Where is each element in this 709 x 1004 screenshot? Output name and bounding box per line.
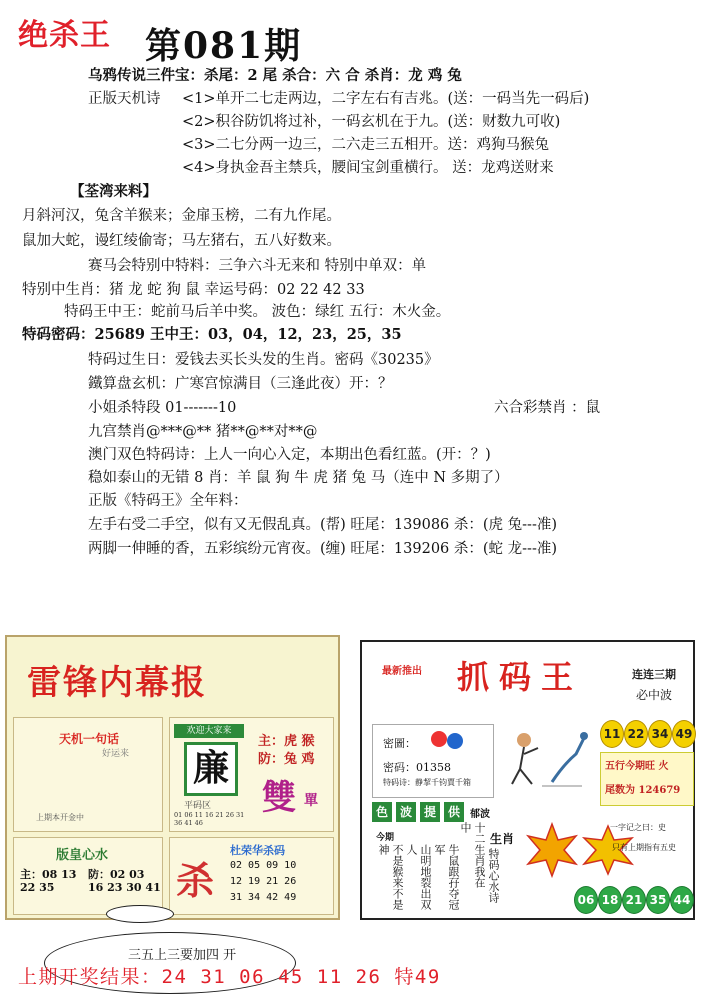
banhuang-box (13, 837, 163, 915)
top-ball-1: 11 (600, 720, 624, 748)
blue-ball-icon (447, 733, 463, 749)
tianji-sub: 好运来 (102, 749, 130, 759)
bottom-ball-3: 21 (622, 886, 646, 914)
line-15b: 六合彩禁肖 ：鼠 (494, 400, 601, 416)
wuxing-box (600, 752, 694, 806)
line-16: 九宫禁肖@***@** 猪**@**对**@ (88, 424, 318, 440)
ping-nums: 01 06 11 16 21 26 31 36 41 46 (174, 811, 245, 827)
small-cloud (106, 905, 174, 923)
red-ball-icon (431, 731, 447, 747)
line-9: 赛马会特别中特料：三争六斗无来和 特别中单双：单 (88, 258, 427, 274)
figure-illustration-icon (502, 724, 592, 796)
durong-row-3: 31 34 42 49 (230, 892, 297, 903)
line-5: <4>身执金吾主禁兵，腰间宝剑重横行。 送：龙鸡送财来 (182, 160, 554, 176)
bottom-ball-5: 44 (670, 886, 694, 914)
line-12: 特码密码：25689 王中王：03，04，12，23，25，35 (22, 326, 402, 343)
issue-number: 第081期 (145, 25, 303, 67)
mima-label: 密码：01358 (383, 761, 451, 774)
bottom-ball-2: 18 (598, 886, 622, 914)
jianzi-box (169, 717, 334, 832)
bizhong-label: 必中波 (636, 688, 673, 702)
yizi-text: 一字记之曰：史 (610, 823, 666, 832)
tema-xinshui-label: 特码心水诗 (487, 848, 500, 903)
small-note: 上期本开金中 (36, 813, 84, 822)
vert-poem-2: 山明地裂出双人 (405, 844, 432, 910)
line-17: 澳门双色特码诗：上人一向心入定，本期出色看红蓝。(开：？) (88, 447, 491, 463)
line-1: 乌鸦传说三件宝：杀尾：2 尾 杀合：六 合 杀肖：龙 鸡 兔 (88, 67, 462, 84)
yiyi-text: 只有上期指有五史 (612, 843, 676, 852)
bose-tiles (372, 802, 502, 822)
line-8: 鼠加大蛇，谩红绫偷寄；马左猪右，五八好数来。 (22, 233, 341, 249)
leifeng-title: 雷锋内幕报 (27, 663, 207, 703)
top-ball-4: 49 (672, 720, 696, 748)
line-18: 稳如泰山的无错 8 肖：羊 鼠 狗 牛 虎 猪 兔 马（连中 N 多期了） (88, 470, 509, 486)
zhuama-title: 抓码王 (457, 658, 584, 696)
durong-row-2: 12 19 21 26 (230, 876, 297, 887)
leifeng-panel (5, 635, 340, 920)
line-2a: 正版天机诗 (88, 91, 161, 107)
tianji-box (13, 717, 163, 832)
bose-tile-3: 提 (420, 802, 440, 822)
bose-tile-4: 供 (444, 802, 464, 822)
bottom-ball-4: 35 (646, 886, 670, 914)
durong-title: 杜荣华杀码 (230, 844, 285, 857)
line-4: <3>二七分两一边三，二六走三五相开。送：鸡狗马猴兔 (182, 137, 550, 153)
fang-numbers: 防：02 03 16 23 30 41 (88, 868, 161, 894)
cloud-text: 三五上三要加四 开 (128, 948, 237, 963)
mima-box (372, 724, 494, 798)
durong-row-1: 02 05 09 10 (230, 860, 297, 871)
bose-tile-1: 色 (372, 802, 392, 822)
illustration (502, 724, 592, 796)
line-11: 特码王中王：蛇前马后羊中奖。 波色：绿红 五行：木火金。 (64, 304, 451, 320)
line-10: 特别中生肖：猪 龙 蛇 狗 鼠 幸运号码：02 22 42 33 (22, 282, 365, 298)
latest-label: 最新推出 (382, 666, 422, 677)
vert-poem-3: 牛鼠跟孖夺冠军 (433, 844, 460, 910)
sha-char: 杀 (176, 858, 215, 903)
zhu-zodiac: 主：虎 猴 (258, 734, 315, 749)
top-ball-3: 34 (648, 720, 672, 748)
top-ball-2: 22 (624, 720, 648, 748)
shengxiao-label: 生肖 (490, 832, 515, 846)
shuang-char: 雙 (262, 778, 296, 818)
bottom-ball-1: 06 (574, 886, 598, 914)
ping-label: 平码区 (184, 801, 212, 811)
fang-zodiac: 防：兔 鸡 (258, 752, 315, 767)
zhu-numbers: 主：08 13 22 35 (20, 868, 77, 894)
last-result: 上期开奖结果：24 31 06 45 11 26 特49 (18, 966, 441, 988)
line-20: 左手右受二手空，似有又无假乱真。(帮) 旺尾：139086 杀：(虎 兔---准) (88, 517, 558, 533)
mitu-label: 密圖： (383, 737, 416, 750)
zhuama-panel (360, 640, 695, 920)
durong-box (169, 837, 334, 915)
line-19: 正版《特码王》全年料： (88, 493, 248, 509)
line-3: <2>积谷防饥将过补，一码玄机在于九。(送：财数九可收) (182, 114, 561, 130)
jianzi-label: 欢迎大家来 (174, 724, 244, 738)
line-7: 月斜河汉，兔含羊猴来；金扉玉榜，二有九作尾。 (22, 208, 341, 224)
lianzhong-label: 连连三期 (632, 668, 676, 681)
wuxing-text: 五行今期旺 火 (605, 761, 669, 772)
line-21: 两脚一伸睡的香，五彩缤纷元宵夜。(缠) 旺尾：139206 杀：(蛇 龙---准) (88, 541, 558, 557)
jianzi-char: 廉 (184, 742, 238, 796)
vert-poem-4: 十二生肖我在中 (459, 822, 486, 888)
line-15a: 小姐杀特段 01-------10 (88, 400, 237, 416)
bose-extra: 郁波 (470, 809, 490, 820)
line-6: 【荃湾来料】 (70, 183, 157, 200)
bose-tile-2: 波 (396, 802, 416, 822)
line-13: 特码过生日：爱钱去买长头发的生肖。密码《30235》 (88, 352, 439, 368)
dan-char: 單 (304, 793, 318, 809)
tianji-title: 天机一句话 (59, 732, 120, 746)
brand-title: 绝杀王 (18, 18, 111, 53)
banhuang-title: 版皇心水 (56, 848, 109, 863)
vert-poem-1: 不是猴来不是神 (377, 844, 404, 910)
line-14: 鐵算盘玄机：广寒宫惊满目（三逢此夜）开：？ (88, 376, 393, 392)
weishu-text: 尾数为 124679 (605, 785, 681, 796)
jinqi-label: 今期 (376, 833, 395, 843)
line-2b: <1>单开二七走两边，二字左右有吉兆。(送：一码当先一码后) (182, 91, 590, 107)
temashi-label: 特码诗：静挈千钧賈千箱 (383, 778, 471, 787)
